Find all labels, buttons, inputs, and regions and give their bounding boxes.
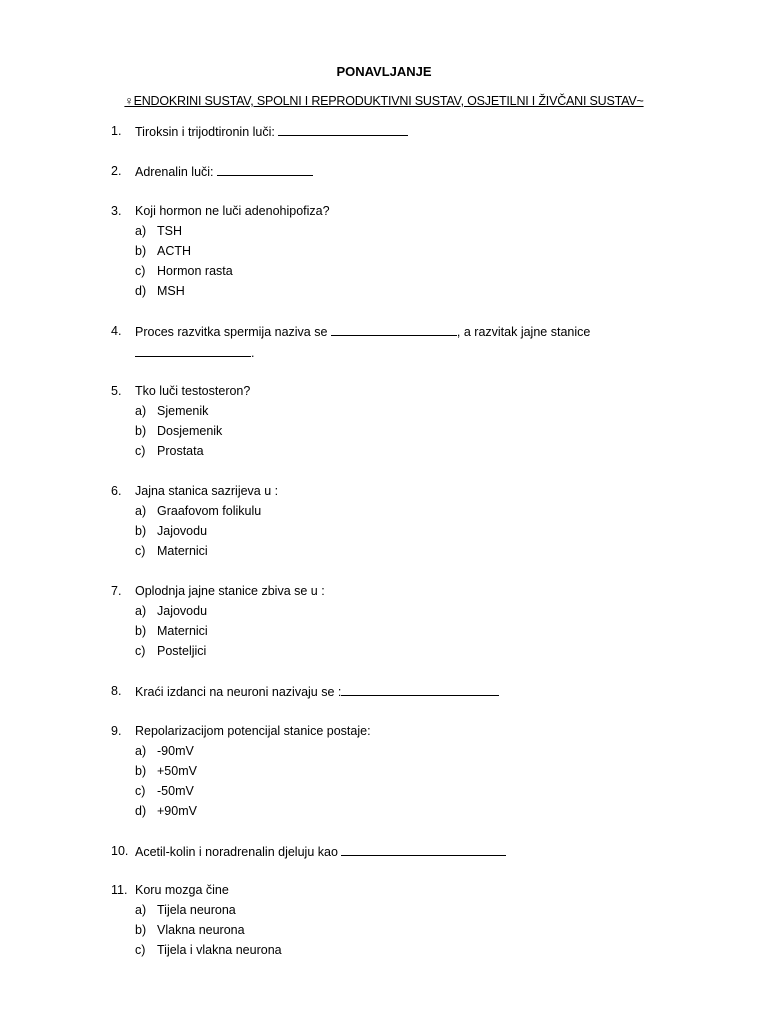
page-title: PONAVLJANJE	[336, 64, 432, 79]
option-text: -50mV	[157, 784, 194, 798]
answer-blank[interactable]	[341, 682, 499, 696]
option-text: Dosjemenik	[157, 424, 223, 438]
option-letter: a)	[135, 504, 147, 518]
option-text: -90mV	[157, 744, 194, 758]
option-text: Graafovom folikulu	[157, 504, 262, 518]
option-text: Posteljici	[157, 644, 207, 658]
option-text: +50mV	[157, 764, 197, 778]
option-letter: a)	[135, 224, 147, 238]
question-text: Proces razvitka spermija naziva se , a razvitak jajne stanice	[135, 322, 590, 341]
question-text: Kraći izdanci na neuroni nazivaju se :	[135, 682, 499, 701]
document-page: PONAVLJANJE ♀ENDOKRINI SUSTAV, SPOLNI I REPRODUKTIVNI SUSTAV, OSJETILNI I ŽIVČANI SUSTAV~ 1. Tiroksin i trijodtironin luči: 2. Adrenalin luči: 3. Koji hormon ne luči adenohipofiza? a) TSH b) ACTH c) Hormon rasta d) MSH 4. Proces razvitka spermija naziva se , a razvitak jajne stanice . 5. Tko luči testosteron? a) Sjemenik b) Dosjemenik c) Prostata 6. Jajna stanica sazrijeva u : a) Graafovom folikulu b) Jajovodu c) Maternici 7. Oplodnja jajne stanice zbiva se u : a) Jajovodu b) Maternici c) Posteljici 8. Kraći izdanci na neuroni nazivaju se : 9. Repolarizacijom potencijal stanice postaje: a) -90mV b) +50mV c) -50mV d) +90mV 10. Acetil-kolin i noradrenalin djeluju kao 11. Koru mozga čine a) Tijela neurona b) Vlakna neurona c) Tijela i vlakna neurona	[0, 0, 768, 1024]
option-letter: b)	[135, 764, 147, 778]
option-letter: d)	[135, 284, 147, 298]
question-text: Koji hormon ne luči adenohipofiza?	[135, 204, 330, 218]
option-letter: d)	[135, 804, 147, 818]
option-letter: c)	[135, 644, 146, 658]
question-text: Acetil-kolin i noradrenalin djeluju kao	[135, 842, 506, 861]
option-text: +90mV	[157, 804, 197, 818]
answer-blank[interactable]	[341, 842, 506, 856]
answer-blank[interactable]	[331, 322, 457, 336]
question-number: 10.	[111, 844, 129, 858]
question-number: 11.	[111, 883, 128, 897]
option-text: Jajovodu	[157, 524, 208, 538]
option-text: Vlakna neurona	[157, 923, 245, 937]
option-text: Tijela i vlakna neurona	[157, 943, 282, 957]
question-text: Tko luči testosteron?	[135, 384, 251, 398]
question-text: Koru mozga čine	[135, 883, 229, 897]
option-letter: a)	[135, 903, 147, 917]
option-text: Hormon rasta	[157, 264, 233, 278]
question-text: Tiroksin i trijodtironin luči:	[135, 122, 408, 141]
option-letter: c)	[135, 784, 146, 798]
option-letter: b)	[135, 923, 147, 937]
option-letter: c)	[135, 444, 146, 458]
option-letter: b)	[135, 244, 147, 258]
question-number: 8.	[111, 684, 122, 698]
answer-blank[interactable]	[278, 122, 408, 136]
option-letter: b)	[135, 524, 147, 538]
option-letter: c)	[135, 264, 146, 278]
option-letter: c)	[135, 943, 146, 957]
option-letter: b)	[135, 424, 147, 438]
option-letter: a)	[135, 404, 147, 418]
question-number: 9.	[111, 724, 122, 738]
question-number: 1.	[111, 124, 122, 138]
page-subtitle: ♀ENDOKRINI SUSTAV, SPOLNI I REPRODUKTIVNI SUSTAV, OSJETILNI I ŽIVČANI SUSTAV~	[124, 94, 644, 108]
question-number: 7.	[111, 584, 122, 598]
answer-blank[interactable]	[217, 162, 313, 176]
option-text: MSH	[157, 284, 185, 298]
option-text: Jajovodu	[157, 604, 208, 618]
question-number: 5.	[111, 384, 122, 398]
option-text: ACTH	[157, 244, 192, 258]
question-text: Repolarizacijom potencijal stanice postaje:	[135, 724, 371, 738]
question-text: Adrenalin luči:	[135, 162, 313, 181]
question-number: 2.	[111, 164, 122, 178]
question-number: 4.	[111, 324, 122, 338]
option-text: Maternici	[157, 624, 208, 638]
option-letter: a)	[135, 604, 147, 618]
answer-blank[interactable]	[135, 343, 251, 357]
option-text: Tijela neurona	[157, 903, 236, 917]
option-text: Maternici	[157, 544, 208, 558]
question-number: 3.	[111, 204, 122, 218]
question-number: 6.	[111, 484, 122, 498]
option-text: Sjemenik	[157, 404, 209, 418]
question-text: Jajna stanica sazrijeva u :	[135, 484, 279, 498]
question-text: Oplodnja jajne stanice zbiva se u :	[135, 584, 325, 598]
option-letter: c)	[135, 544, 146, 558]
option-text: TSH	[157, 224, 182, 238]
option-letter: b)	[135, 624, 147, 638]
option-letter: a)	[135, 744, 147, 758]
option-text: Prostata	[157, 444, 204, 458]
